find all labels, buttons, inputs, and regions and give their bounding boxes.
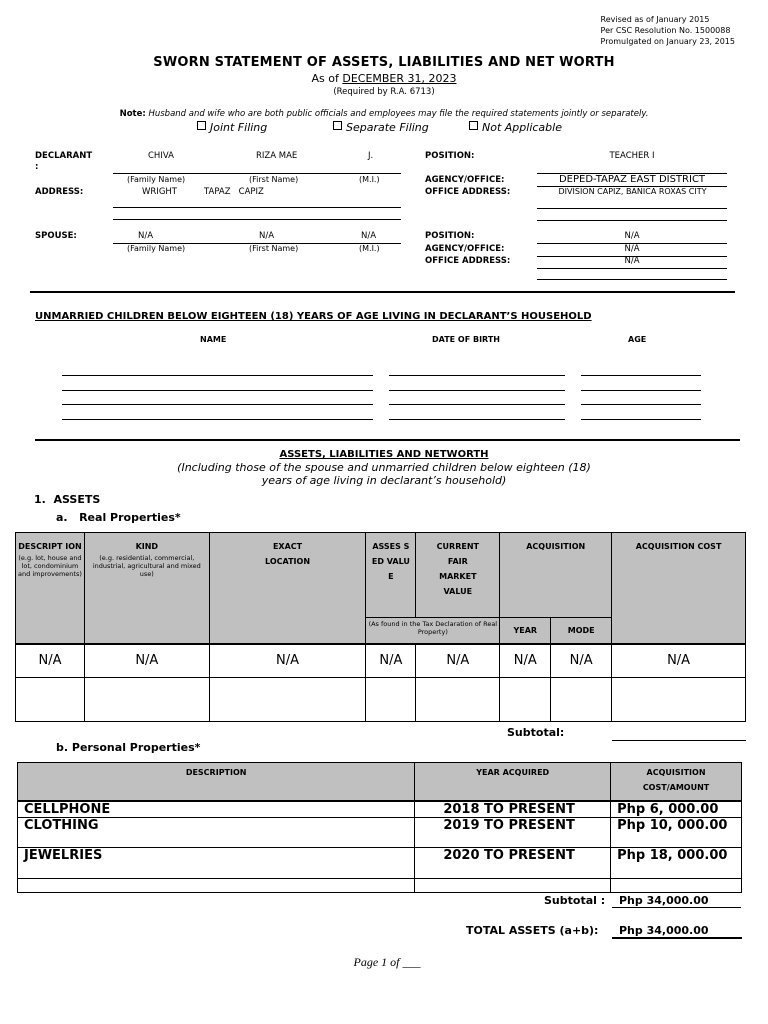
real-cell: N/A: [209, 644, 366, 678]
spouse-office-line-1: [537, 268, 727, 269]
real-cell: N/A: [416, 644, 500, 678]
first-name-caption: (First Name): [249, 175, 299, 184]
personal-properties-table: [17, 762, 742, 893]
note: [0, 109, 768, 119]
spouse-family-name: N/A: [138, 231, 154, 241]
spouse-agency: N/A: [624, 244, 640, 254]
personal-cost: Php 6, 000.00: [611, 801, 742, 818]
declarant-office-address: DIVISION CAPIZ, BANICA ROXAS CITY: [558, 187, 707, 196]
declarant-mi: J.: [368, 151, 374, 161]
real-header-fair-market: [416, 533, 500, 618]
declarant-position: TEACHER I: [609, 151, 655, 161]
real-header-assessed: [366, 533, 416, 618]
real-subtotal-label: Subtotal:: [507, 726, 565, 739]
declarant-agency: DEPED-TAPAZ EAST DISTRICT: [558, 174, 706, 185]
office-line-1: [537, 208, 727, 209]
declarant-colon: :: [35, 162, 39, 172]
child-dob-line: [389, 375, 565, 376]
real-header-location-text: EXACT LOCATION: [265, 542, 311, 566]
joint-filing-option[interactable]: [197, 121, 267, 134]
child-name-line: [62, 375, 373, 376]
spouse-office-line-2: [537, 279, 727, 280]
child-dob-line: [389, 419, 565, 420]
child-name-line: [62, 404, 373, 405]
personal-header-year: [415, 763, 611, 801]
spouse-mi-caption: (M.I.): [359, 244, 380, 253]
child-age-line: [581, 419, 701, 420]
separate-filing-option[interactable]: [333, 121, 429, 134]
personal-description: JEWELRIES: [18, 848, 415, 879]
personal-description: CELLPHONE: [18, 801, 415, 818]
real-cell-empty: [612, 678, 746, 722]
real-header-acquisition: [500, 533, 612, 618]
real-header-kind-note: (e.g. residential, commercial, industrial, agricultural and mixed use): [92, 554, 201, 578]
spouse-agency-label: AGENCY/OFFICE:: [425, 244, 505, 254]
real-cell-empty: [551, 678, 612, 722]
real-header-mode: [551, 618, 612, 644]
real-properties-label: a. Real Properties*: [56, 511, 181, 524]
real-cell-empty: [500, 678, 551, 722]
real-cell-empty: [416, 678, 500, 722]
address-line-1: [113, 207, 401, 208]
personal-cell-empty: [18, 879, 415, 893]
real-cell: N/A: [500, 644, 551, 678]
personal-cell-empty: [415, 879, 611, 893]
real-header-acquisition-text: ACQUISITION: [526, 542, 586, 551]
spouse-first-caption: (First Name): [249, 244, 299, 253]
child-age-line: [581, 404, 701, 405]
personal-cost: Php 10, 000.00: [611, 818, 742, 848]
table-row: [18, 801, 742, 818]
declarant-name-line: [113, 173, 401, 174]
child-name-line: [62, 390, 373, 391]
spouse-office-label: OFFICE ADDRESS:: [425, 256, 511, 266]
declarant-label: DECLARANT: [35, 151, 93, 161]
spouse-position-label: POSITION:: [425, 231, 475, 241]
personal-cost: Php 18, 000.00: [611, 848, 742, 879]
real-cell: N/A: [16, 644, 85, 678]
position-label: POSITION:: [425, 151, 475, 161]
personal-header-year-text: YEAR ACQUIRED: [476, 768, 550, 777]
assets-label: 1. ASSETS: [34, 493, 101, 506]
spouse-label: SPOUSE:: [35, 231, 77, 241]
real-subtotal-line: [612, 740, 746, 741]
real-header-tax-note: [366, 618, 500, 644]
real-cell: N/A: [366, 644, 416, 678]
promulgated-text: Promulgated on January 23, 2015: [600, 37, 735, 46]
revision-note: [601, 14, 735, 47]
personal-year: 2020 TO PRESENT: [415, 848, 611, 879]
document-title: SWORN STATEMENT OF ASSETS, LIABILITIES AND NET WORTH: [153, 55, 615, 70]
agency-label: AGENCY/OFFICE:: [425, 175, 505, 185]
personal-description: CLOTHING: [18, 818, 415, 848]
personal-subtotal-label: Subtotal :: [544, 894, 606, 907]
real-header-cost: [612, 533, 746, 644]
as-of-line: [0, 72, 768, 85]
child-age-line: [581, 375, 701, 376]
real-header-kind: [84, 533, 209, 644]
real-cell-empty: [209, 678, 366, 722]
note-text: Husband and wife who are both public officials and employees may file the required statements jointly or separately.: [148, 109, 649, 119]
mi-caption: (M.I.): [359, 175, 380, 184]
spouse-office-address: N/A: [624, 256, 640, 266]
real-header-tax-note-text: (As found in the Tax Declaration of Real Property): [368, 620, 498, 636]
alnw-heading: ASSETS, LIABILITIES AND NETWORTH: [279, 449, 489, 460]
required-by: (Required by R.A. 6713): [333, 87, 435, 97]
real-header-assessed-text: ASSES SED VALUE: [371, 542, 410, 581]
children-col-dob: DATE OF BIRTH: [432, 335, 500, 344]
personal-properties-label: b. Personal Properties*: [56, 741, 201, 754]
spouse-mi: N/A: [361, 231, 377, 241]
office-line-2: [537, 220, 727, 221]
real-cell: N/A: [84, 644, 209, 678]
personal-header-description-text: DESCRIPTION: [185, 768, 247, 777]
section-divider: [35, 439, 740, 441]
real-header-location: [209, 533, 366, 644]
alnw-sub-2: years of age living in declarant’s household): [261, 474, 507, 487]
alnw-sub-1: (Including those of the spouse and unmarried children below eighteen (18): [177, 461, 591, 474]
child-name-line: [62, 419, 373, 420]
table-row: [16, 678, 746, 722]
real-header-year-text: YEAR: [513, 625, 538, 635]
separate-filing-label: Separate Filing: [346, 121, 429, 134]
checkbox-icon[interactable]: [333, 121, 342, 130]
resolution-text: Per CSC Resolution No. 1500088: [600, 26, 731, 35]
checkbox-icon[interactable]: [469, 121, 478, 130]
real-header-fair-market-text: CURRENT FAIR MARKET VALUE: [436, 542, 479, 596]
page-footer: Page 1 of ___: [353, 955, 421, 969]
real-cell: N/A: [612, 644, 746, 678]
not-applicable-label: Not Applicable: [482, 121, 562, 134]
joint-filing-label: Joint Filing: [210, 121, 268, 134]
personal-header-cost: [611, 763, 742, 801]
real-header-kind-text: KIND: [135, 542, 159, 551]
real-properties-table: [15, 532, 746, 722]
personal-header-cost-text: ACQUISITION COST/AMOUNT: [642, 768, 710, 792]
children-col-age: AGE: [628, 335, 647, 344]
personal-header-description: [18, 763, 415, 801]
declarant-family-name: CHIVA: [148, 151, 174, 161]
declarant-first-name: RIZA MAE: [256, 151, 298, 161]
spouse-first-name: N/A: [259, 231, 275, 241]
table-row: [16, 644, 746, 678]
child-age-line: [581, 390, 701, 391]
child-dob-line: [389, 390, 565, 391]
table-row: [18, 848, 742, 879]
real-header-mode-text: MODE: [567, 625, 595, 635]
personal-cell-empty: [611, 879, 742, 893]
real-header-year: [500, 618, 551, 644]
children-col-name: NAME: [200, 335, 227, 344]
total-assets-value: Php 34,000.00: [619, 924, 709, 937]
personal-year: 2018 TO PRESENT: [415, 801, 611, 818]
table-row: [18, 879, 742, 893]
real-cell-empty: [84, 678, 209, 722]
child-dob-line: [389, 404, 565, 405]
as-of-prefix: As of: [311, 72, 339, 85]
family-name-caption: (Family Name): [127, 175, 186, 184]
real-header-description: [16, 533, 85, 644]
real-cell-empty: [366, 678, 416, 722]
real-header-description-note: (e.g. lot, house and lot, condominium and improvements): [18, 554, 82, 578]
section-divider: [30, 291, 735, 293]
total-assets-line: [612, 937, 742, 939]
personal-subtotal-line: [612, 907, 741, 908]
real-cell: N/A: [551, 644, 612, 678]
note-label: Note:: [119, 109, 146, 119]
declarant-address: WRIGHT TAPAZ CAPIZ: [142, 187, 264, 197]
real-header-cost-text: ACQUISITION COST: [635, 542, 722, 551]
not-applicable-option[interactable]: [469, 121, 562, 134]
as-of-date: DECEMBER 31, 2023: [342, 72, 457, 85]
spouse-family-caption: (Family Name): [127, 244, 186, 253]
address-line-2: [113, 219, 401, 220]
personal-year: 2019 TO PRESENT: [415, 818, 611, 848]
address-label: ADDRESS:: [35, 187, 84, 197]
children-heading: UNMARRIED CHILDREN BELOW EIGHTEEN (18) YEARS OF AGE LIVING IN DECLARANT’S HOUSEHOLD: [35, 311, 592, 322]
revised-text: Revised as of January 2015: [600, 15, 710, 24]
office-address-label: OFFICE ADDRESS:: [425, 187, 511, 197]
real-header-description-text: DESCRIPT ION: [18, 542, 82, 551]
personal-subtotal-value: Php 34,000.00: [619, 894, 709, 907]
real-cell-empty: [16, 678, 85, 722]
table-row: [18, 818, 742, 848]
spouse-position: N/A: [624, 231, 640, 241]
total-assets-label: TOTAL ASSETS (a+b):: [466, 924, 599, 937]
checkbox-icon[interactable]: [197, 121, 206, 130]
